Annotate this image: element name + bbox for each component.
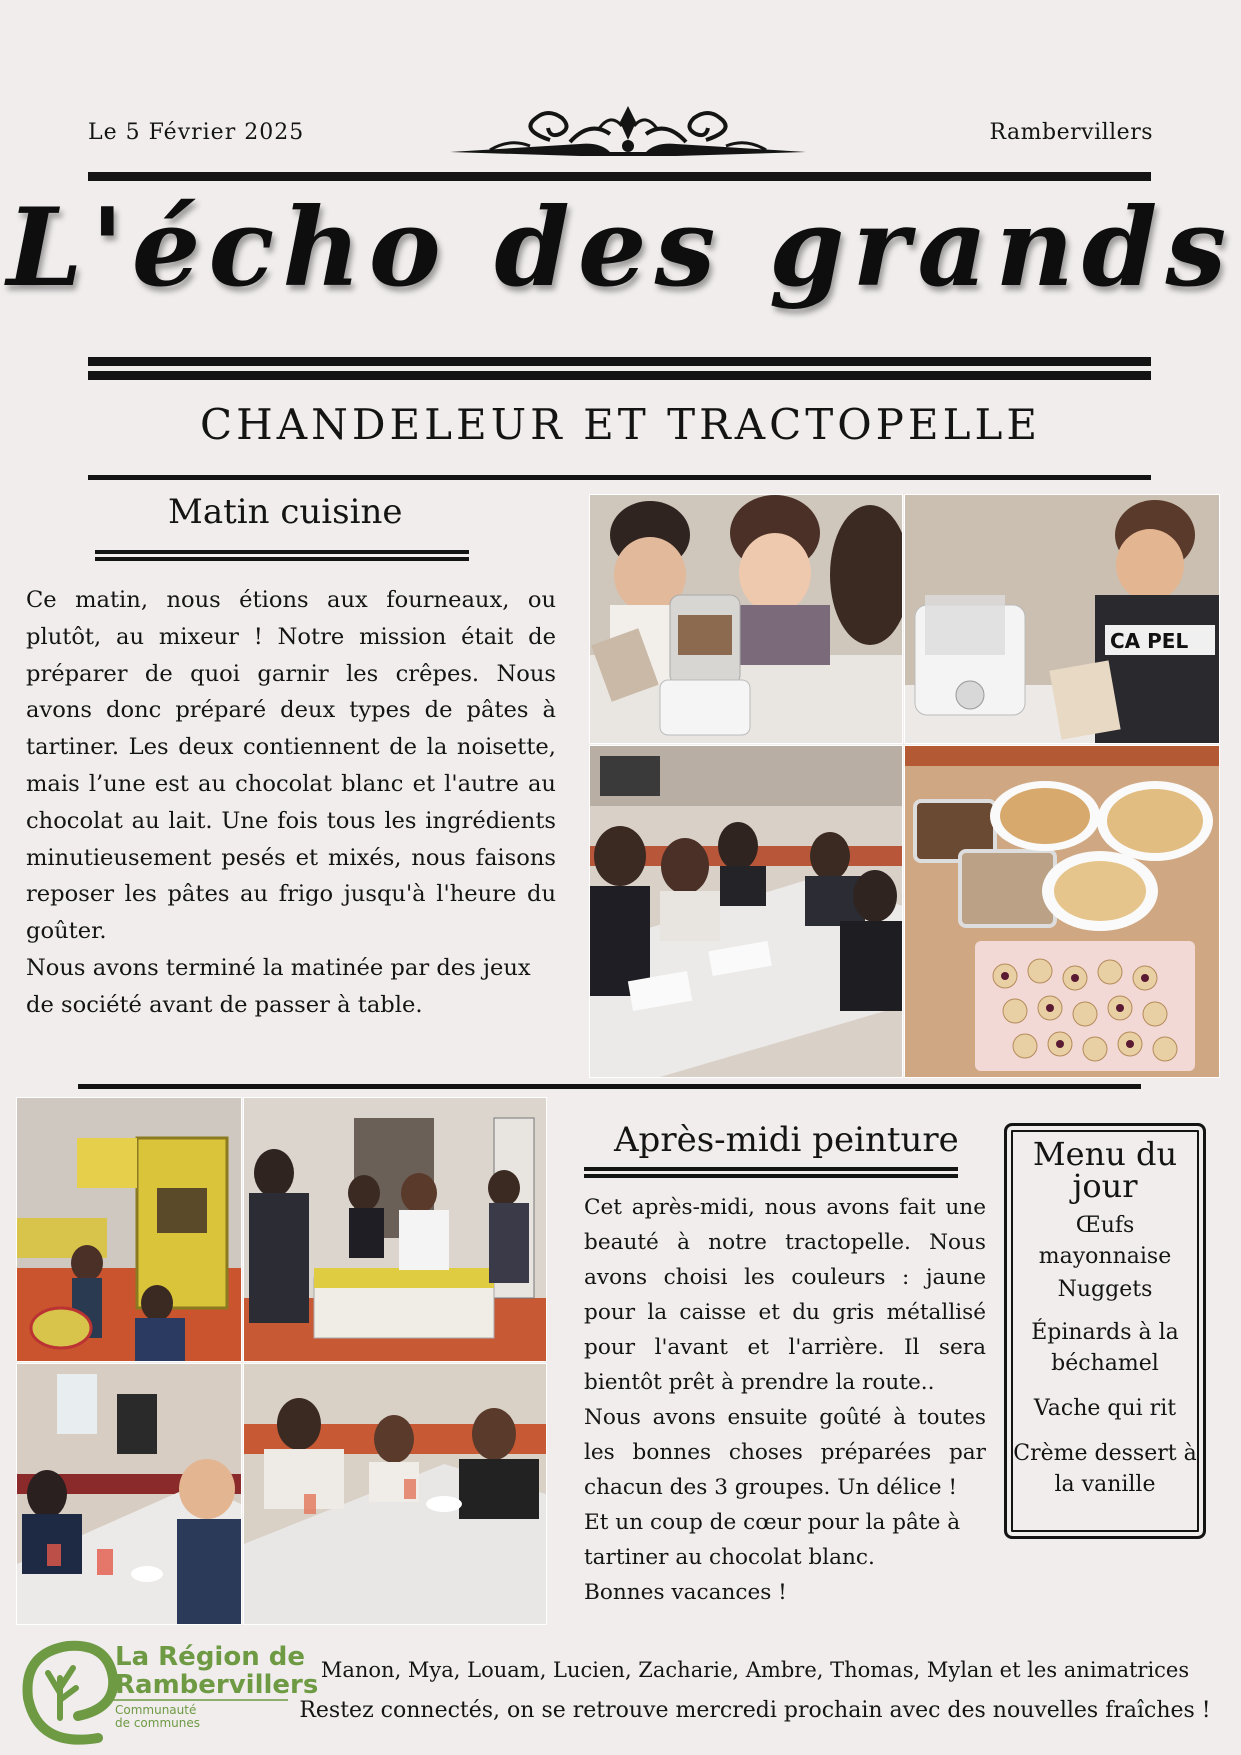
menu-item-1: Œufs mayonnaise (1038, 1213, 1172, 1269)
flourish-ornament-icon (450, 100, 806, 168)
photo-tractopelle-painting-2 (243, 1097, 547, 1362)
title-bottom-rule-2 (88, 371, 1151, 380)
photo-crepes (904, 745, 1220, 1078)
photo-boy-mixer (904, 494, 1220, 744)
photo-tractopelle-painting-1 (16, 1097, 242, 1362)
photo-shirt-text: CA PEL (1110, 629, 1189, 653)
menu-item-4: Vache qui rit (1033, 1396, 1177, 1421)
logo-sub-line-1: Communauté (115, 1703, 197, 1717)
photo-goûter-1 (16, 1363, 242, 1625)
logo-sub-line-2: de communes (115, 1716, 200, 1730)
footer-farewell: Restez connectés, on se retrouve mercredi prochain avec des nouvelles fraîches ! (299, 1698, 1211, 1723)
headline: CHANDELEUR ET TRACTOPELLE (199, 400, 1042, 449)
footer-authors: Manon, Mya, Louam, Lucien, Zacharie, Ambre, Thomas, Mylan et les animatrices (320, 1658, 1190, 1682)
title-bottom-rule-1 (88, 357, 1151, 366)
morning-article (26, 582, 556, 1024)
afternoon-title-rule-2 (584, 1174, 958, 1178)
menu-item-5: Crème dessert à la vanille (1013, 1441, 1197, 1497)
morning-paragraph-2: Nous avons terminé la matinée par des jeux de société avant de passer à table. (26, 954, 531, 1018)
menu-title: Menu du jour (1032, 1135, 1178, 1205)
afternoon-paragraph-3: Et un coup de cœur pour la pâte à tartiner au chocolat blanc. (584, 1510, 961, 1570)
photo-goûter-2 (243, 1363, 547, 1625)
menu-item-3: Épinards à la béchamel (1031, 1320, 1179, 1376)
header-top-rule (88, 172, 1151, 181)
photo-girls-mixer (589, 494, 903, 744)
issue-town: Rambervillers (989, 120, 1153, 145)
afternoon-paragraph-4: Bonnes vacances ! (584, 1580, 787, 1605)
logo-subtitle (115, 1704, 200, 1730)
logo-name-line-1: La Région de (115, 1642, 306, 1672)
morning-title-rule-1 (95, 550, 469, 554)
photo-board-games (589, 745, 903, 1078)
afternoon-paragraph-2: Nous avons ensuite goûté à toutes les bonnes choses préparées par chacun des 3 groupes. Un délice ! (584, 1405, 986, 1500)
newspaper-title: L'écho des grands (6, 185, 1235, 311)
issue-date: Le 5 Février 2025 (88, 120, 305, 145)
logo-name (115, 1643, 318, 1699)
logo-name-line-2: Rambervillers (115, 1670, 319, 1700)
afternoon-paragraph-1: Cet après-midi, nous avons fait une beauté à notre tractopelle. Nous avons choisi les couleurs : jaune pour la caisse et du gris métallisé pour l'avant et l'arrière. Il sera bientôt prêt à prendre la route.. (584, 1195, 986, 1395)
afternoon-article (584, 1190, 986, 1610)
section-divider-rule (78, 1084, 1141, 1089)
menu-box (1004, 1123, 1206, 1539)
morning-section-title: Matin cuisine (168, 492, 403, 532)
afternoon-section-title: Après-midi peinture (614, 1120, 959, 1160)
afternoon-title-rule-1 (584, 1167, 958, 1171)
morning-paragraph-1: Ce matin, nous étions aux fourneaux, ou plutôt, au mixeur ! Notre mission était de préparer de quoi garnir les crêpes. Nous avons donc préparé deux types de pâtes à tartiner. Les deux contiennent de la noisette, mais l’une est au chocolat blanc et l'autre au chocolat au lait. Une fois tous les ingrédients minutieusement pesés et mixés, nous faisons reposer les pâtes au frigo jusqu'à l'heure du goûter. (26, 587, 556, 945)
menu-item-2: Nuggets (1057, 1277, 1153, 1302)
morning-title-rule-2 (95, 557, 469, 561)
headline-rule (88, 475, 1151, 480)
